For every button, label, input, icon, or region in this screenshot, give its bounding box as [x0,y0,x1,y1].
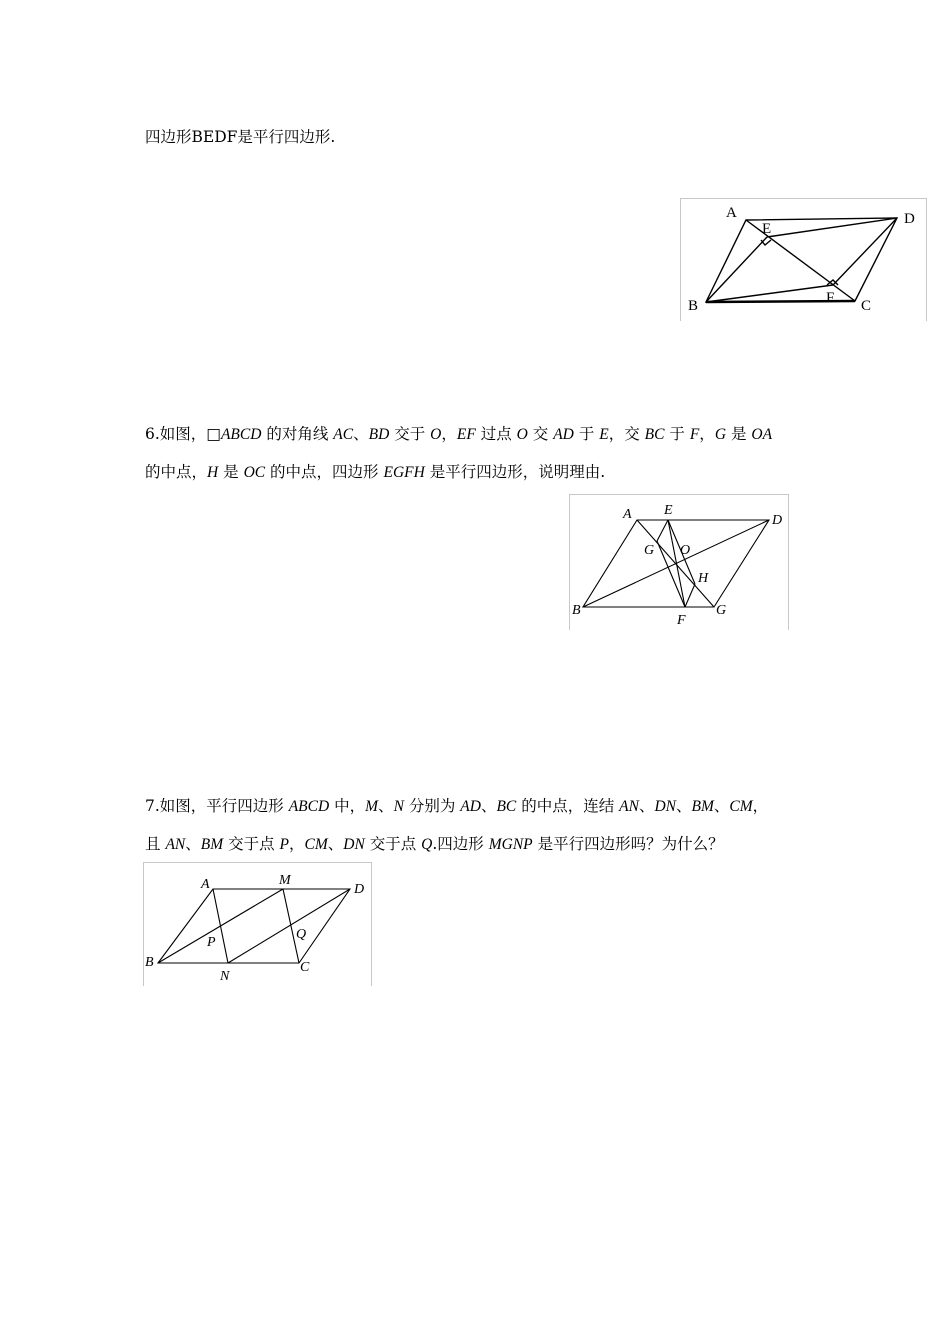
figure-2-lines [583,520,769,607]
text-segment: ， [288,835,305,853]
text-segment: 7.如图，平行四边形 [145,797,289,815]
text-segment: 、 [185,835,201,853]
text-segment: 6.如图， [145,425,207,443]
figure-2-svg [569,494,789,630]
text-segment: 、 [378,797,394,815]
figure-1-lines [706,218,897,302]
text-segment: 分别为 [403,797,461,815]
math-symbol: DN [654,798,676,815]
math-symbol: H [207,464,219,481]
math-symbol: AN [619,798,639,815]
fig3-label-d: D [354,882,365,897]
math-symbol: OC [243,464,266,481]
fig3-label-c: C [300,960,310,975]
text-segment: 是平行四边形吗？为什么？ [532,835,724,853]
text-segment: .四边形 [432,835,489,853]
math-symbol: BC [644,426,665,443]
text-segment: □ [206,425,221,443]
fig2-label-o: O [680,543,691,558]
text-segment: 于 [664,425,690,443]
text-segment: 的对角线 [261,425,334,443]
text-segment: 是平行四边形，说明理由. [424,463,606,481]
fig3-label-m: M [279,873,291,888]
fig1-label-c: C [861,298,872,314]
math-symbol: EF [456,426,476,443]
math-symbol: BC [496,798,517,815]
text-segment: 交 [527,425,554,443]
text-segment: 、 [480,797,497,815]
fragment-sentence: 四边形BEDF是平行四边形. [145,128,336,146]
math-symbol: DN [343,836,365,853]
math-symbol: AN [165,836,186,853]
math-symbol: AD [553,426,574,443]
text-segment: ， [752,797,769,815]
fig3-label-n: N [220,969,230,984]
fig3-label-a: A [201,877,210,892]
text-segment: 是 [726,425,752,443]
fig1-label-e: E [762,221,772,237]
text-segment: 于 [573,425,600,443]
fig2-label-b: B [572,603,581,618]
math-symbol: N [393,798,404,815]
math-symbol: CM [304,836,328,853]
fig2-label-c: G [716,603,727,618]
fragment-text [145,127,335,147]
math-symbol: E [599,426,609,443]
text-segment: 交于点 [364,835,422,853]
problem-7-line-2 [145,834,724,855]
fig3-label-p: P [207,935,216,950]
text-segment: 、 [638,797,655,815]
text-segment: 是 [218,463,244,481]
text-segment: 过点 [475,425,517,443]
figure-3-svg [143,862,372,986]
math-symbol: F [689,426,700,443]
figure-1 [680,198,927,321]
math-symbol: MGNP [488,836,533,853]
math-symbol: O [516,426,528,443]
problem-7-line-1 [145,796,768,817]
math-symbol: ABCD [288,798,330,815]
text-segment: ， [699,425,715,443]
text-segment: 交于 [389,425,431,443]
math-symbol: OA [751,426,773,443]
text-segment: 、 [713,797,730,815]
text-segment: ， [441,425,457,443]
problem-6-line-2 [145,462,605,483]
fig1-label-a: A [726,205,737,221]
math-symbol: CM [729,798,753,815]
math-symbol: AD [460,798,481,815]
math-symbol: EGFH [383,464,425,481]
fig2-label-e: E [664,503,673,518]
figure-3 [143,862,372,986]
text-segment: 交于点 [223,835,280,853]
text-segment: 、 [353,425,369,443]
text-segment: 中， [329,797,366,815]
math-symbol: BD [368,426,390,443]
math-symbol: M [365,798,379,815]
math-symbol: Q [421,836,433,853]
fig2-label-a: A [623,507,632,522]
fig1-label-d: D [904,211,915,227]
text-segment: ，交 [608,425,645,443]
math-symbol: BM [691,798,714,815]
math-symbol: AC [333,426,354,443]
math-symbol: G [714,426,727,443]
math-symbol: O [430,426,442,443]
math-symbol: ABCD [220,426,262,443]
figure-2 [569,494,789,630]
fig1-label-f: F [826,290,835,306]
fig2-label-f: F [677,613,686,628]
text-segment: 、 [676,797,692,815]
fig2-label-h: H [698,571,709,586]
text-segment: 且 [145,835,166,853]
figure-1-svg [680,198,927,321]
problem-6-line-1 [145,424,772,445]
fig2-label-g: G [644,543,655,558]
fig1-label-b: B [688,298,699,314]
text-segment: 、 [327,835,344,853]
math-symbol: BM [200,836,224,853]
math-symbol: P [279,836,289,853]
figure-3-lines [158,889,350,963]
fig2-label-d: D [772,513,783,528]
fig3-label-b: B [145,955,154,970]
text-segment: 的中点，四边形 [265,463,384,481]
fig3-label-q: Q [296,927,307,942]
text-segment: 的中点，连结 [516,797,620,815]
text-segment: 的中点， [145,463,208,481]
